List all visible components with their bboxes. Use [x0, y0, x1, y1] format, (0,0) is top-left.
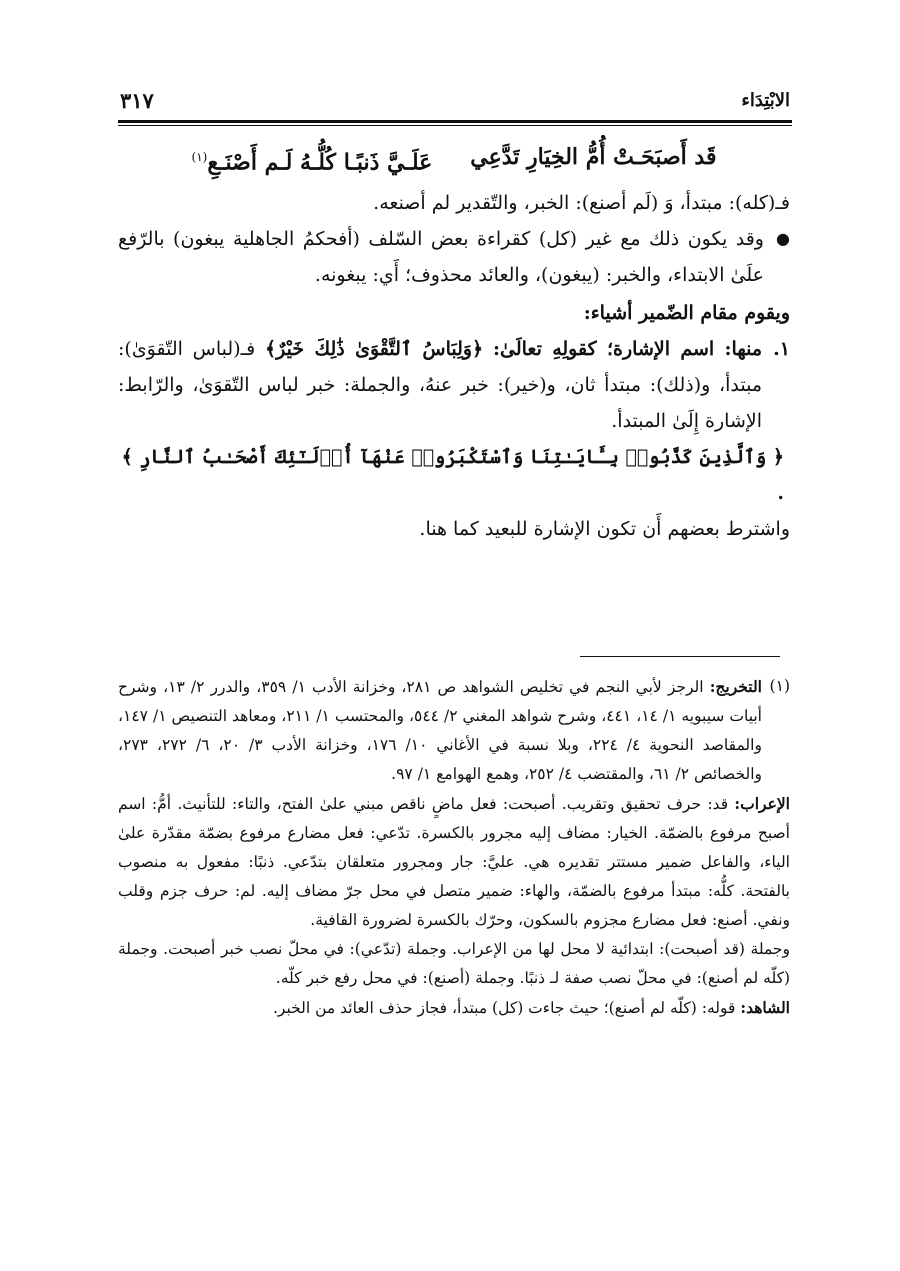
- jumla-paragraph: وجملة (قد أصبحت): ابتدائية لا محل لها من الإعراب. وجملة (تدّعي): في محلّ نصب خبر أصبحت. وجملة (كلّه لم أصنع): في محلّ نصب صفة لـ ذنبًا. وجملة (أصنع): في محل رفع خبر كلّه.: [118, 940, 790, 987]
- quran-quote: ﴿وَلِبَاسُ ٱلتَّقْوَىٰ ذَٰلِكَ خَيْرٌ﴾: [265, 338, 484, 361]
- header-rule-thick: [118, 120, 792, 123]
- page-number: ٣١٧: [120, 88, 154, 113]
- paragraph-1: فـ(كله): مبتدأ، وَ (لَم أصنع): الخبر، والتّقدير لم أصنعه.: [373, 192, 790, 215]
- footnotes-section: [118, 672, 790, 1023]
- takhrij-text: الرجز لأبي النجم في تخليص الشواهد ص ٢٨١، وخزانة الأدب ١/ ٣٥٩، والدرر ٢/ ١٣، وشرح أبيات سيبويه ١/ ١٤، ٤٤١، وشرح شواهد المغني ٢/ ٥٤٤، والمحتسب ١/ ٢١١، ومعاهد التنصيص ١/ ١٤٧، والمقاصد النحوية ٤/ ٢٢٤، وبلا نسبة في الأغاني ١٠/ ١٧٦، وخزانة الأدب ٣/ ٢٠، ٦/ ٢٧٢، ٢٧٣، والخصائص ٢/ ٦١، والمقتضب ٤/ ٢٥٢، وهمع الهوامع ١/ ٩٧.: [118, 678, 762, 783]
- shahid-paragraph: [118, 993, 790, 1023]
- footnote-body: [118, 672, 762, 789]
- page-header: [120, 88, 790, 118]
- main-text: [118, 138, 790, 547]
- running-title: الابْتِدَاء: [741, 90, 790, 111]
- item-text: [118, 331, 762, 439]
- paragraph-2: واشترط بعضهم أَن تكون الإشارة للبعيد كما هنا.: [419, 518, 790, 541]
- footnote-divider: [580, 656, 780, 657]
- irab-title: الإعراب:: [734, 794, 790, 813]
- header-rule-thin: [118, 125, 792, 126]
- verse-second-text: عَلَـيَّ ذَنبًـا كُلُّـهُ لَـم أَصْنَـعِ: [207, 149, 433, 176]
- bullet-icon: ●: [776, 229, 790, 249]
- item-number: ١.: [773, 338, 790, 361]
- quran-verse: ﴿ وَٱلَّذِينَ كَذَّبُوا۟ بِـَٔايَـٰتِنَا وَٱسْتَكْبَرُوا۟ عَنْهَآ أُو۟لَـٰٓئِكَ أَصْحَـٰبُ ٱلنَّارِ ﴾ .: [121, 446, 784, 505]
- takhrij-title: التخريج:: [709, 677, 762, 696]
- bullet-text: وقد يكون ذلك مع غير (كل) كقراءة بعض السّلف (أفحكمُ الجاهلية يبغون) بالرّفع علَىٰ الابتداء، والخبر: (يبغون)، والعائد محذوف؛ أَي: يبغونه.: [118, 228, 764, 287]
- footnote-1: [118, 672, 790, 789]
- footnote-reference[interactable]: (١): [191, 150, 208, 164]
- footnote-label: (١): [769, 677, 790, 695]
- shahid-title: الشاهد:: [740, 998, 790, 1017]
- item-lead: منها: اسم الإشارة؛ كقولِهِ تعالَىٰ:: [492, 338, 763, 361]
- item-explanation: فـ(لباس التّقوَىٰ): مبتدأ، و(ذلك): مبتدأ ثان، و(خير): خبر عنهُ، والجملة: خبر لباس التّقوَىٰ، والرّابط: الإشارة إِلَىٰ المبتدأ.: [118, 338, 762, 433]
- shahid-text: قوله: (كلّه لم أصنع)؛ حيث جاءت (كل) مبتدأ، فجاز حذف العائد من الخبر.: [273, 999, 736, 1017]
- verse-second-hemistich: [192, 138, 433, 181]
- numbered-item-1: [118, 331, 790, 439]
- section-heading: ويقوم مقام الضّمير أشياء:: [583, 302, 790, 325]
- verse-first-hemistich: قَد أَصبَحَـتْ أُمُّ الخِيَارِ تَدَّعِي: [470, 144, 717, 170]
- bullet-item: [118, 221, 790, 293]
- irab-text: قد: حرف تحقيق وتقريب. أصبحت: فعل ماضٍ ناقص مبني علىٰ الفتح، والتاء: للتأنيث. أمُّ: اسم أصبح مرفوع بالضمّة. الخيار: مضاف إليه مجرور بالكسرة. تدّعي: فعل مضارع مرفوع بضمّة مقدّرة علىٰ الياء، والفاعل ضمير مستتر تقديره هي. عليَّ: جار ومجرور متعلقان بتدّعي. ذنبًا: مفعول به منصوب بالفتحة. كلُّه: مبتدأ مرفوع بالضمّة، والهاء: ضمير متصل في محل جرّ مضاف إليه. لم: حرف جزم وقلب ونفي. أصنع: فعل مضارع مجزوم بالسكون، وحرّك بالكسرة لضرورة القافية.: [118, 795, 790, 929]
- irab-paragraph: [118, 789, 790, 935]
- poetry-verse: [118, 138, 790, 181]
